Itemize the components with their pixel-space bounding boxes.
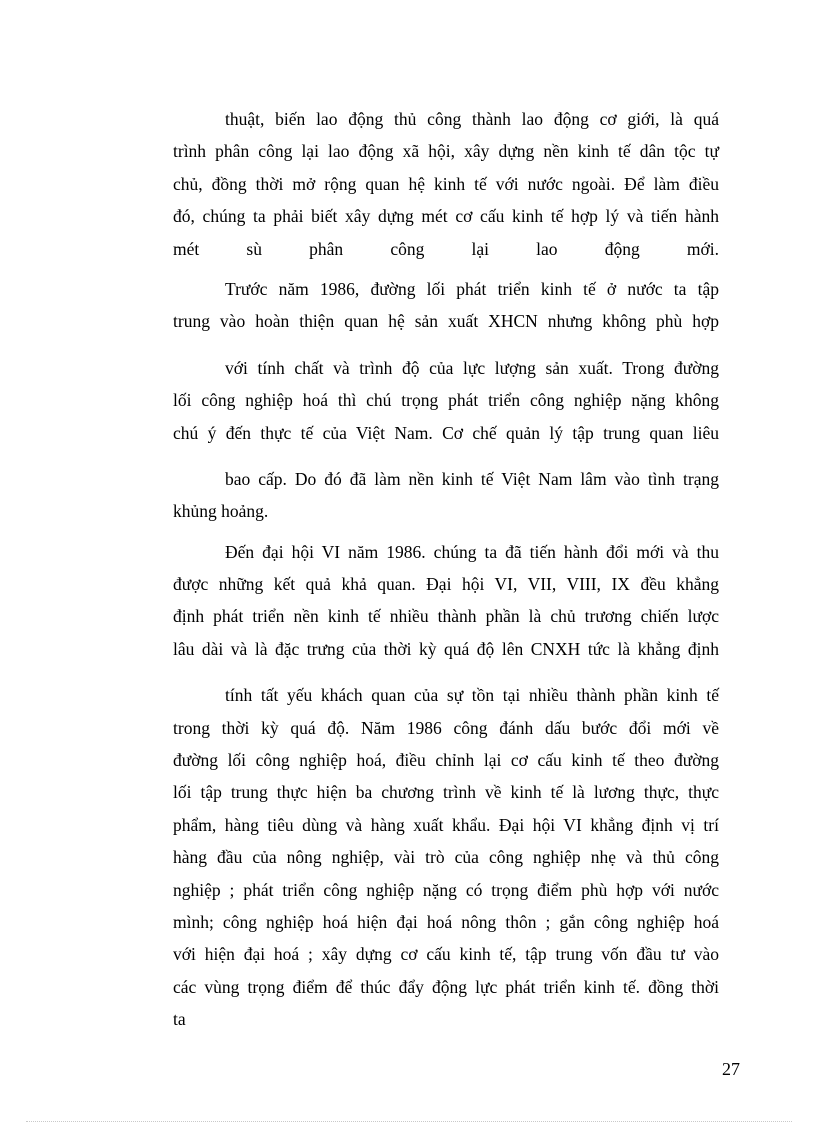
paragraph-4: [173, 463, 719, 528]
text-line: mình; công nghiệp hoá hiện đại hoá nông thôn ; gắn công nghiệp hoá: [173, 911, 719, 932]
paragraph-2: [173, 273, 719, 338]
text-line: trình phân công lại lao động xã hội, xây dựng nền kinh tế dân tộc tự: [173, 141, 719, 162]
text-line: Đến đại hội VI năm 1986. chúng ta đã tiến hành đổi mới và thu: [225, 541, 719, 562]
footer-divider: [26, 1121, 792, 1122]
text-line: trong thời kỳ quá độ. Năm 1986 công đánh dấu bước đổi mới về: [173, 717, 719, 738]
text-line: đường lối công nghiệp hoá, điều chỉnh lại cơ cấu kinh tế theo đường: [173, 750, 719, 771]
text-line: với hiện đại hoá ; xây dựng cơ cấu kinh tế, tập trung vốn đầu tư vào: [173, 944, 719, 965]
text-line: lối tập trung thực hiện ba chương trình về kinh tế là lương thực, thực: [173, 782, 719, 803]
text-line: nghiệp ; phát triển công nghiệp nặng có trọng điểm phù hợp với nước: [173, 879, 719, 900]
text-line: trung vào hoàn thiện quan hệ sản xuất XHCN nhưng không phù hợp: [173, 311, 719, 332]
body-text: [173, 103, 719, 1036]
paragraph-gap: [173, 338, 719, 352]
paragraph-gap: [173, 449, 719, 463]
text-line: phẩm, hàng tiêu dùng và hàng xuất khẩu. Đại hội VI khẳng định vị trí: [173, 814, 719, 835]
paragraph-6: [173, 679, 719, 1035]
text-line: bao cấp. Do đó đã làm nền kinh tế Việt Nam lâm vào tình trạng: [225, 468, 719, 489]
text-line: Trước năm 1986, đường lối phát triển kinh tế ở nước ta tập: [225, 278, 719, 299]
text-line: ta: [173, 1009, 186, 1030]
text-line: chủ, đồng thời mở rộng quan hệ kinh tế với nước ngoài. Để làm điều: [173, 173, 719, 194]
text-line: lâu dài và là đặc trưng của thời kỳ quá độ lên CNXH tức là khẳng định: [173, 638, 719, 659]
text-line: định phát triển nền kinh tế nhiều thành phần là chủ trương chiến lược: [173, 606, 719, 627]
paragraph-3: [173, 352, 719, 449]
text-line: được những kết quả khả quan. Đại hội VI, VII, VIII, IX đều khẳng: [173, 574, 719, 595]
text-line: chú ý đến thực tế của Việt Nam. Cơ chế quản lý tập trung quan liêu: [173, 422, 719, 443]
paragraph-5: [173, 536, 719, 666]
text-line: thuật, biến lao động thủ công thành lao động cơ giới, là quá: [225, 109, 719, 129]
text-line: tính tất yếu khách quan của sự tồn tại nhiều thành phần kinh tế: [225, 685, 719, 706]
text-line: lối công nghiệp hoá thì chú trọng phát triển công nghiệp nặng không: [173, 390, 719, 411]
text-line: với tính chất và trình độ của lực lượng sản xuất. Trong đường: [225, 357, 719, 378]
text-line: đó, chúng ta phải biết xây dựng mét cơ cấu kinh tế hợp lý và tiến hành: [173, 206, 719, 227]
text-line: các vùng trọng điểm để thúc đẩy động lực phát triển kinh tế. đồng thời: [173, 976, 719, 997]
page-number: 27: [722, 1059, 740, 1079]
text-line: hàng đầu của nông nghiệp, vài trò của công nghiệp nhẹ và thủ công: [173, 847, 719, 868]
paragraph-gap: [173, 528, 719, 536]
text-line: mét sù phân công lại lao động mới.: [173, 238, 719, 259]
text-line: khủng hoảng.: [173, 501, 269, 522]
paragraph-gap: [173, 665, 719, 679]
paragraph-gap: [173, 265, 719, 273]
paragraph-1: [173, 103, 719, 265]
